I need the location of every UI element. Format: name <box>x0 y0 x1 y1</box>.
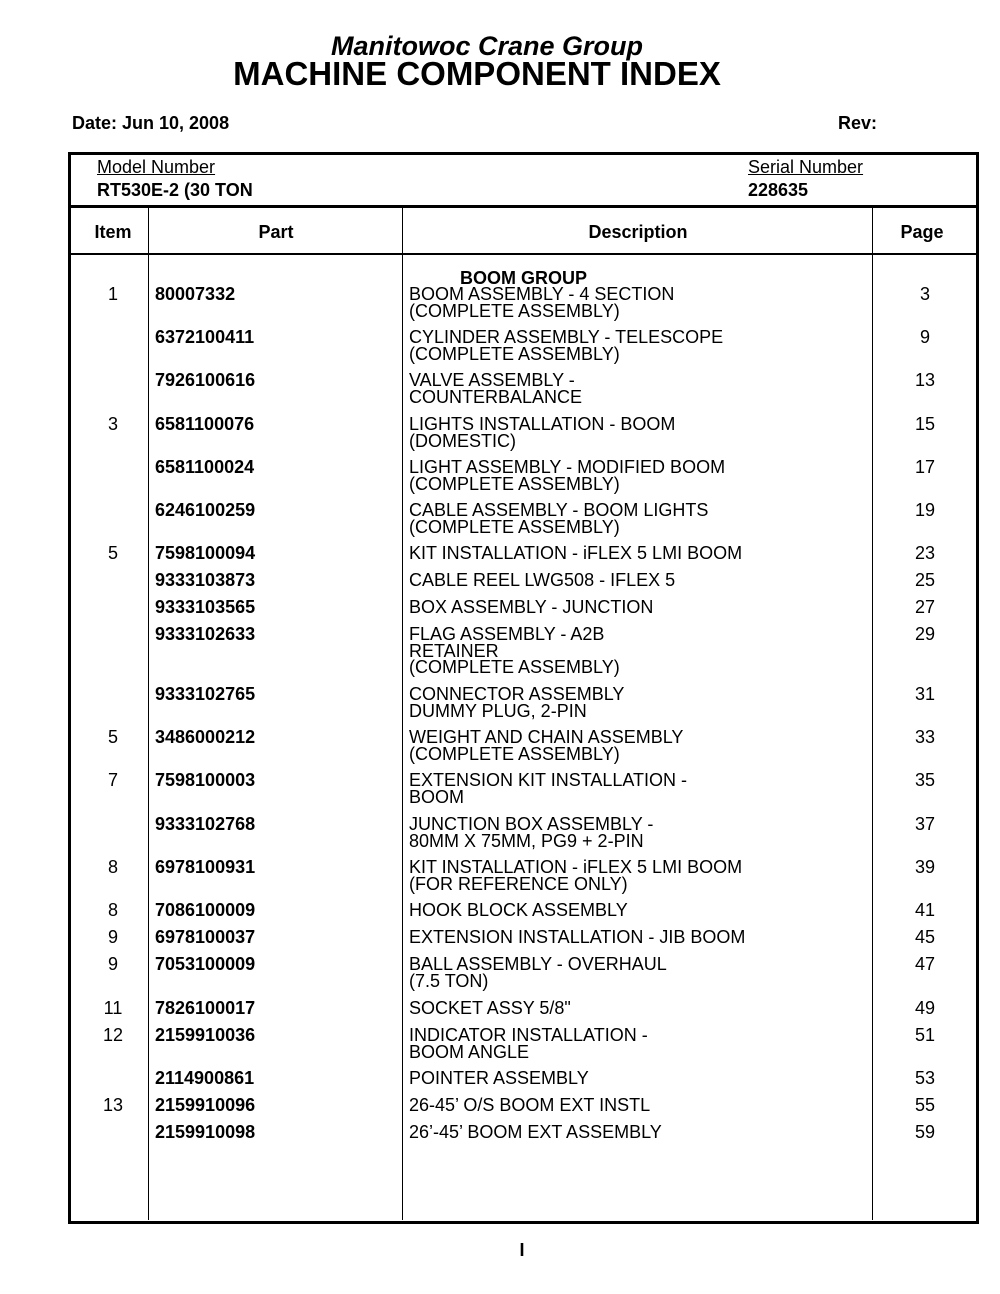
row-item-number: 11 <box>103 998 123 1018</box>
description-line: BOOM ANGLE <box>409 1041 530 1062</box>
row-page-number: 9 <box>919 327 930 347</box>
row-page-number: 47 <box>914 954 936 974</box>
row-part-number: 2159910098 <box>155 1122 256 1142</box>
row-description <box>409 1097 864 1114</box>
row-item-number: 5 <box>107 543 118 563</box>
row-page-number: 35 <box>914 770 936 790</box>
row-part-number: 7598100003 <box>155 770 256 790</box>
row-part-number: 9333103565 <box>155 597 256 617</box>
description-line: POINTER ASSEMBLY <box>409 1068 589 1088</box>
column-header-part: Part <box>258 222 294 242</box>
description-line: 26-45’ O/S BOOM EXT INSTL <box>409 1095 651 1115</box>
description-line: COUNTERBALANCE <box>409 386 583 407</box>
column-header-description: Description <box>588 222 688 242</box>
serial-number-value: 228635 <box>748 180 809 200</box>
row-page-number: 15 <box>914 414 936 434</box>
row-description <box>409 1124 864 1141</box>
row-page-number: 39 <box>914 857 936 877</box>
row-page-number: 29 <box>914 624 936 644</box>
row-page-number: 3 <box>919 284 930 304</box>
row-description <box>409 956 864 989</box>
row-description <box>409 459 864 492</box>
row-part-number: 2159910036 <box>155 1025 256 1045</box>
description-line: CYLINDER ASSEMBLY - TELESCOPE <box>409 327 724 347</box>
row-item-number: 8 <box>107 900 118 920</box>
description-line: 80MM X 75MM, PG9 + 2-PIN <box>409 830 644 851</box>
description-line: SOCKET ASSY 5/8" <box>409 998 571 1018</box>
row-description <box>409 729 864 762</box>
description-line: (COMPLETE ASSEMBLY) <box>409 743 620 764</box>
row-part-number: 2159910096 <box>155 1095 256 1115</box>
row-part-number: 7086100009 <box>155 900 256 920</box>
row-description <box>409 599 864 616</box>
row-page-number: 17 <box>914 457 936 477</box>
row-page-number: 49 <box>914 998 936 1018</box>
row-part-number: 9333102765 <box>155 684 256 704</box>
row-part-number: 9333102633 <box>155 624 256 644</box>
row-page-number: 41 <box>914 900 936 920</box>
row-description <box>409 286 864 319</box>
description-line: (COMPLETE ASSEMBLY) <box>409 473 620 494</box>
description-line: WEIGHT AND CHAIN ASSEMBLY <box>409 727 684 747</box>
row-description <box>409 816 864 849</box>
row-item-number: 8 <box>107 857 118 877</box>
row-part-number: 6978100037 <box>155 927 256 947</box>
row-description <box>409 372 864 405</box>
description-line: (FOR REFERENCE ONLY) <box>409 873 628 894</box>
description-line: CABLE ASSEMBLY - BOOM LIGHTS <box>409 500 709 520</box>
column-header-item: Item <box>94 222 132 242</box>
row-part-number: 9333103873 <box>155 570 256 590</box>
description-line: CONNECTOR ASSEMBLY <box>409 684 625 704</box>
row-description <box>409 902 864 919</box>
row-description <box>409 929 864 946</box>
description-line: HOOK BLOCK ASSEMBLY <box>409 900 628 920</box>
row-description <box>409 859 864 892</box>
row-page-number: 31 <box>914 684 936 704</box>
description-line: (COMPLETE ASSEMBLY) <box>409 516 620 537</box>
column-divider-description <box>872 207 873 1220</box>
description-line: (COMPLETE ASSEMBLY) <box>409 300 620 321</box>
description-line: BOOM ASSEMBLY - 4 SECTION <box>409 284 675 304</box>
description-line: KIT INSTALLATION - iFLEX 5 LMI BOOM <box>409 543 743 563</box>
row-part-number: 6581100076 <box>155 414 255 434</box>
description-line: EXTENSION KIT INSTALLATION - <box>409 770 688 790</box>
description-line: BOOM <box>409 786 465 807</box>
document-title: MACHINE COMPONENT INDEX <box>233 55 721 92</box>
row-page-number: 53 <box>914 1068 936 1088</box>
serial-number-label: Serial Number <box>748 157 864 177</box>
row-part-number: 7926100616 <box>155 370 256 390</box>
row-description <box>409 686 864 719</box>
column-divider-part <box>402 207 403 1220</box>
row-description <box>409 502 864 535</box>
column-divider-item <box>148 207 149 1220</box>
row-description <box>409 1027 864 1060</box>
row-part-number: 9333102768 <box>155 814 256 834</box>
page-number: I <box>519 1240 525 1260</box>
row-part-number: 7598100094 <box>155 543 256 563</box>
row-part-number: 7053100009 <box>155 954 256 974</box>
row-description <box>409 1070 864 1087</box>
description-line: EXTENSION INSTALLATION - JIB BOOM <box>409 927 746 947</box>
row-item-number: 13 <box>102 1095 124 1115</box>
row-description <box>409 329 864 362</box>
row-page-number: 27 <box>914 597 936 617</box>
description-line: LIGHTS INSTALLATION - BOOM <box>409 414 676 434</box>
row-part-number: 80007332 <box>155 284 236 304</box>
description-line: (7.5 TON) <box>409 970 489 991</box>
row-part-number: 6978100931 <box>155 857 256 877</box>
description-line: FLAG ASSEMBLY - A2B <box>409 624 605 644</box>
description-line: KIT INSTALLATION - iFLEX 5 LMI BOOM <box>409 857 743 877</box>
description-line: VALVE ASSEMBLY - <box>409 370 575 390</box>
row-part-number: 2114900861 <box>155 1068 255 1088</box>
row-page-number: 23 <box>914 543 936 563</box>
row-page-number: 59 <box>914 1122 936 1142</box>
description-line: RETAINER <box>409 640 499 661</box>
row-part-number: 3486000212 <box>155 727 256 747</box>
description-line: (COMPLETE ASSEMBLY) <box>409 657 620 677</box>
description-line: BALL ASSEMBLY - OVERHAUL <box>409 954 667 974</box>
row-part-number: 7826100017 <box>155 998 256 1018</box>
model-number-label: Model Number <box>97 157 216 177</box>
group-title: BOOM GROUP <box>460 268 588 288</box>
row-part-number: 6581100024 <box>155 457 255 477</box>
row-page-number: 19 <box>914 500 936 520</box>
description-line: DUMMY PLUG, 2-PIN <box>409 700 587 721</box>
row-page-number: 51 <box>914 1025 936 1045</box>
row-page-number: 37 <box>914 814 936 834</box>
row-part-number: 6372100411 <box>155 327 255 347</box>
description-line: 26’-45’ BOOM EXT ASSEMBLY <box>409 1122 662 1142</box>
row-item-number: 3 <box>107 414 118 434</box>
row-page-number: 33 <box>914 727 936 747</box>
description-line: CABLE REEL LWG508 - IFLEX 5 <box>409 570 676 590</box>
model-number-value: RT530E-2 (30 TON <box>97 180 253 200</box>
row-description <box>409 1000 864 1017</box>
description-line: JUNCTION BOX ASSEMBLY - <box>409 814 654 834</box>
company-name: Manitowoc Crane Group <box>330 31 644 61</box>
description-line: (DOMESTIC) <box>409 430 516 451</box>
divider-model-info <box>68 205 976 208</box>
document-date: Date: Jun 10, 2008 <box>72 113 230 133</box>
row-item-number: 7 <box>107 770 118 790</box>
row-part-number: 6246100259 <box>155 500 256 520</box>
row-description <box>409 572 864 589</box>
revision-label: Rev: <box>838 113 878 133</box>
row-item-number: 5 <box>107 727 118 747</box>
row-item-number: 9 <box>107 954 118 974</box>
row-item-number: 9 <box>107 927 118 947</box>
description-line: (COMPLETE ASSEMBLY) <box>409 343 620 364</box>
row-description <box>409 772 864 805</box>
row-description <box>409 416 864 449</box>
row-page-number: 25 <box>914 570 936 590</box>
row-item-number: 12 <box>102 1025 124 1045</box>
divider-column-header <box>68 253 976 255</box>
row-page-number: 55 <box>914 1095 936 1115</box>
row-item-number: 1 <box>107 284 118 304</box>
row-description <box>409 545 864 562</box>
description-line: INDICATOR INSTALLATION - <box>409 1025 648 1045</box>
description-line: LIGHT ASSEMBLY - MODIFIED BOOM <box>409 457 726 477</box>
row-page-number: 45 <box>914 927 936 947</box>
row-page-number: 13 <box>914 370 936 390</box>
description-line: BOX ASSEMBLY - JUNCTION <box>409 597 654 617</box>
column-header-page: Page <box>900 222 944 242</box>
row-description <box>409 626 864 676</box>
